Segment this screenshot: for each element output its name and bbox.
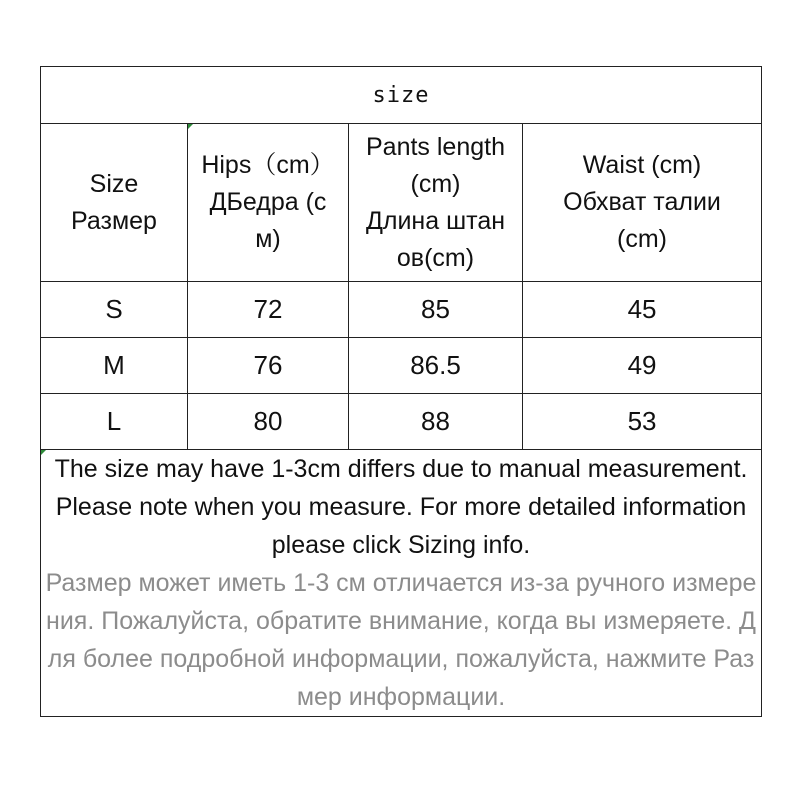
header-hips-line: ДБедра (с [209,188,327,216]
table-row [41,394,762,450]
header-pants-line: ов(cm) [396,243,475,272]
note-english: The size may have 1-3cm differs due to manual measurement. Please note when you measure. For more detailed information please click Sizing info. [54,455,748,559]
cell-hips: 80 [188,394,349,450]
cell-pants-length: 88 [349,394,523,450]
table-row [41,338,762,394]
header-waist-line: (cm) [617,225,668,253]
header-hips-line: м) [255,225,281,253]
header-size-line: Size [89,169,139,198]
cell-waist: 49 [523,338,762,394]
header-hips-line: Hips（cm） [201,151,335,179]
size-table [40,66,762,717]
header-waist-line: Waist (cm) [582,151,702,179]
header-pants-length [349,124,523,282]
cell-hips: 76 [188,338,349,394]
header-waist-line: Обхват талии [563,188,721,216]
cell-pants-length: 85 [349,282,523,338]
header-pants-line: (cm) [410,169,461,198]
table-title: size [41,67,762,124]
cell-corner-mark-icon [41,450,48,457]
cell-pants-length: 86.5 [349,338,523,394]
header-size-line: Размер [71,206,157,235]
header-hips [188,124,349,282]
table-row [41,282,762,338]
header-row [41,124,762,282]
header-size [41,124,188,282]
header-waist [523,124,762,282]
header-pants-line: Длина штан [365,206,506,235]
cell-size: S [41,282,188,338]
header-pants-line: Pants length [366,132,505,161]
note-cell [41,450,762,717]
cell-size: L [41,394,188,450]
cell-waist: 45 [523,282,762,338]
cell-size: M [41,338,188,394]
cell-waist: 53 [523,394,762,450]
note-row [41,450,762,717]
cell-corner-mark-icon [188,124,195,131]
note-russian: Размер может иметь 1-3 см отличается из-за ручного измерения. Пожалуйста, обратите внимание, когда вы измеряете. Для более подробной информации, пожалуйста, нажмите Размер информации. [45,569,757,711]
cell-hips: 72 [188,282,349,338]
title-row [41,67,762,124]
